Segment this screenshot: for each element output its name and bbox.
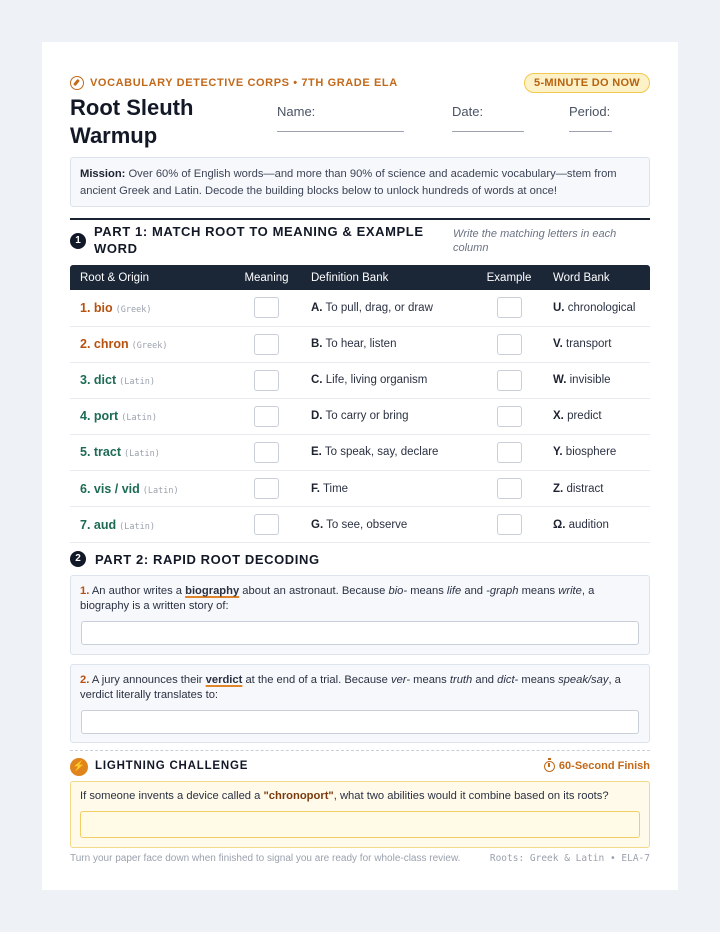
root-origin: (Latin) xyxy=(142,485,179,496)
page-title: Root Sleuth Warmup xyxy=(70,95,194,148)
question-text: and xyxy=(472,674,498,686)
definition-text: To hear, listen xyxy=(325,338,397,351)
word-letter: Z. xyxy=(553,482,564,495)
question-number: 2. xyxy=(80,674,90,686)
time-badge: 5-MINUTE DO NOW xyxy=(524,73,650,93)
word-text: transport xyxy=(566,338,612,351)
col-example: Example xyxy=(475,265,543,290)
part2-number: 2 xyxy=(70,551,86,567)
root-name: 2. chron xyxy=(80,337,129,352)
period-field[interactable] xyxy=(569,131,612,132)
root-term: ver- xyxy=(390,674,411,686)
example-answer-box[interactable] xyxy=(497,297,522,318)
question-text: means xyxy=(407,585,447,597)
root-name: 3. dict xyxy=(80,373,117,388)
challenge-text: , what two abilities would it combine based on its roots? xyxy=(333,790,609,802)
challenge-term: "chronoport" xyxy=(263,790,334,802)
word-text: audition xyxy=(568,518,609,531)
part1-number: 1 xyxy=(70,233,86,249)
word-text: distract xyxy=(566,482,604,495)
meaning-term: speak/say xyxy=(558,674,609,686)
table-header-row xyxy=(70,265,650,290)
table-row xyxy=(70,398,650,434)
definition-text: Life, living organism xyxy=(325,374,428,387)
word-letter: V. xyxy=(553,338,563,351)
section-divider xyxy=(70,218,650,220)
meaning-term: write xyxy=(558,585,582,597)
question-text: , a verdict literally translates to: xyxy=(80,674,621,701)
definition-text: To see, observe xyxy=(326,518,408,531)
definition-letter: D. xyxy=(311,410,323,423)
question-number: 1. xyxy=(80,585,90,597)
definition-letter: C. xyxy=(311,374,323,387)
challenge-text: If someone invents a device called a xyxy=(80,790,264,802)
example-answer-box[interactable] xyxy=(497,334,522,355)
meaning-term: life xyxy=(446,585,462,597)
definition-letter: F. xyxy=(311,482,320,495)
word-letter: Y. xyxy=(553,446,563,459)
part2-title: PART 2: RAPID ROOT DECODING xyxy=(95,552,320,567)
word-text: biosphere xyxy=(565,446,617,459)
root-origin: (Latin) xyxy=(119,377,155,388)
word-letter: X. xyxy=(553,410,564,423)
compass-icon xyxy=(70,76,84,90)
question-text: at the end of a trial. Because xyxy=(242,674,391,686)
root-match-table xyxy=(70,265,650,543)
meaning-answer-box[interactable] xyxy=(254,370,279,391)
period-label: Period: xyxy=(569,104,611,119)
challenge-answer-field[interactable] xyxy=(80,811,640,838)
meaning-answer-box[interactable] xyxy=(254,334,279,355)
example-answer-box[interactable] xyxy=(497,370,522,391)
root-term: -graph xyxy=(486,585,519,597)
col-word-bank: Word Bank xyxy=(543,265,650,290)
col-meaning: Meaning xyxy=(232,265,301,290)
example-answer-box[interactable] xyxy=(497,478,522,499)
org-label: VOCABULARY DETECTIVE CORPS • 7TH GRADE ELA xyxy=(90,77,398,89)
definition-text: To carry or bring xyxy=(325,410,409,423)
col-root: Root & Origin xyxy=(70,265,232,290)
answer-field-1[interactable] xyxy=(81,621,639,645)
question-text: about an astronaut. Because xyxy=(239,585,389,597)
definition-text: To speak, say, declare xyxy=(324,446,439,459)
lightning-icon: ⚡ xyxy=(70,758,88,776)
part1-title: PART 1: MATCH ROOT TO MEANING & EXAMPLE WORD xyxy=(94,224,424,256)
challenge-timer xyxy=(544,760,650,772)
question-text: means xyxy=(410,674,450,686)
example-answer-box[interactable] xyxy=(497,442,522,463)
mission-box xyxy=(70,157,650,207)
word-letter: U. xyxy=(553,301,565,314)
challenge-box xyxy=(70,781,650,848)
root-origin: (Latin) xyxy=(119,521,155,532)
word-text: chronological xyxy=(567,301,636,314)
challenge-title: LIGHTNING CHALLENGE xyxy=(95,760,249,772)
meaning-term: truth xyxy=(449,674,473,686)
table-row xyxy=(70,470,650,506)
question-text: means xyxy=(518,674,559,686)
stopwatch-icon xyxy=(544,761,555,772)
worksheet xyxy=(42,42,678,890)
name-field[interactable] xyxy=(277,131,404,132)
definition-text: To pull, drag, or draw xyxy=(325,301,433,314)
question-2 xyxy=(70,664,650,743)
definition-letter: A. xyxy=(311,301,323,314)
root-origin: (Latin) xyxy=(124,449,160,460)
name-label: Name: xyxy=(277,104,316,119)
mission-text: Over 60% of English words—and more than 90% of science and academic vocabulary—stem from ancient Greek and Latin. Decode the building blocks below to unlock hundreds of words at once! xyxy=(80,168,617,197)
meaning-answer-box[interactable] xyxy=(254,514,279,535)
root-term: dict- xyxy=(497,674,519,686)
example-answer-box[interactable] xyxy=(497,406,522,427)
table-row xyxy=(70,326,650,362)
footer-tag: Roots: Greek & Latin • ELA-7 xyxy=(489,853,650,864)
date-field[interactable] xyxy=(452,131,524,132)
definition-letter: B. xyxy=(311,338,323,351)
question-text: , a biography is a written story of: xyxy=(80,585,595,612)
dashed-divider xyxy=(70,750,650,751)
root-name: 5. tract xyxy=(80,445,121,460)
table-row xyxy=(70,434,650,470)
col-definition: Definition Bank xyxy=(301,265,475,290)
answer-field-2[interactable] xyxy=(81,710,639,734)
word-letter: Ω. xyxy=(553,518,566,531)
date-label: Date: xyxy=(452,104,484,119)
root-name: 7. aud xyxy=(80,517,117,532)
meaning-answer-box[interactable] xyxy=(254,442,279,463)
question-text: A jury announces their xyxy=(89,674,206,686)
root-origin: (Greek) xyxy=(115,304,152,315)
table-row xyxy=(70,290,650,326)
meaning-answer-box[interactable] xyxy=(254,478,279,499)
root-name: 4. port xyxy=(80,409,119,424)
timer-label: 60-Second Finish xyxy=(558,760,650,772)
word-text: predict xyxy=(567,410,602,423)
question-1 xyxy=(70,575,650,655)
definition-text: Time xyxy=(322,482,349,495)
definition-letter: G. xyxy=(311,518,324,531)
highlighted-word: biography xyxy=(185,585,240,597)
root-term: bio- xyxy=(388,585,408,597)
footer xyxy=(70,853,650,864)
root-name: 6. vis / vid xyxy=(80,481,140,496)
header-bar xyxy=(70,72,650,94)
table-row xyxy=(70,507,650,543)
highlighted-word: verdict xyxy=(205,674,243,686)
question-text: means xyxy=(518,585,559,597)
word-text: invisible xyxy=(569,374,611,387)
table-row xyxy=(70,362,650,398)
example-answer-box[interactable] xyxy=(497,514,522,535)
root-origin: (Greek) xyxy=(131,341,168,352)
root-origin: (Latin) xyxy=(121,413,158,424)
question-text: An author writes a xyxy=(89,585,186,597)
part1-note: Write the matching letters in each column xyxy=(453,228,617,254)
mission-label: Mission: xyxy=(80,168,126,180)
question-text: and xyxy=(461,585,487,597)
meaning-answer-box[interactable] xyxy=(254,406,279,427)
word-letter: W. xyxy=(553,374,567,387)
meaning-answer-box[interactable] xyxy=(254,297,279,318)
footer-instruction: Turn your paper face down when finished to signal you are ready for whole-class review. xyxy=(70,853,461,864)
definition-letter: E. xyxy=(311,446,322,459)
root-name: 1. bio xyxy=(80,300,113,315)
